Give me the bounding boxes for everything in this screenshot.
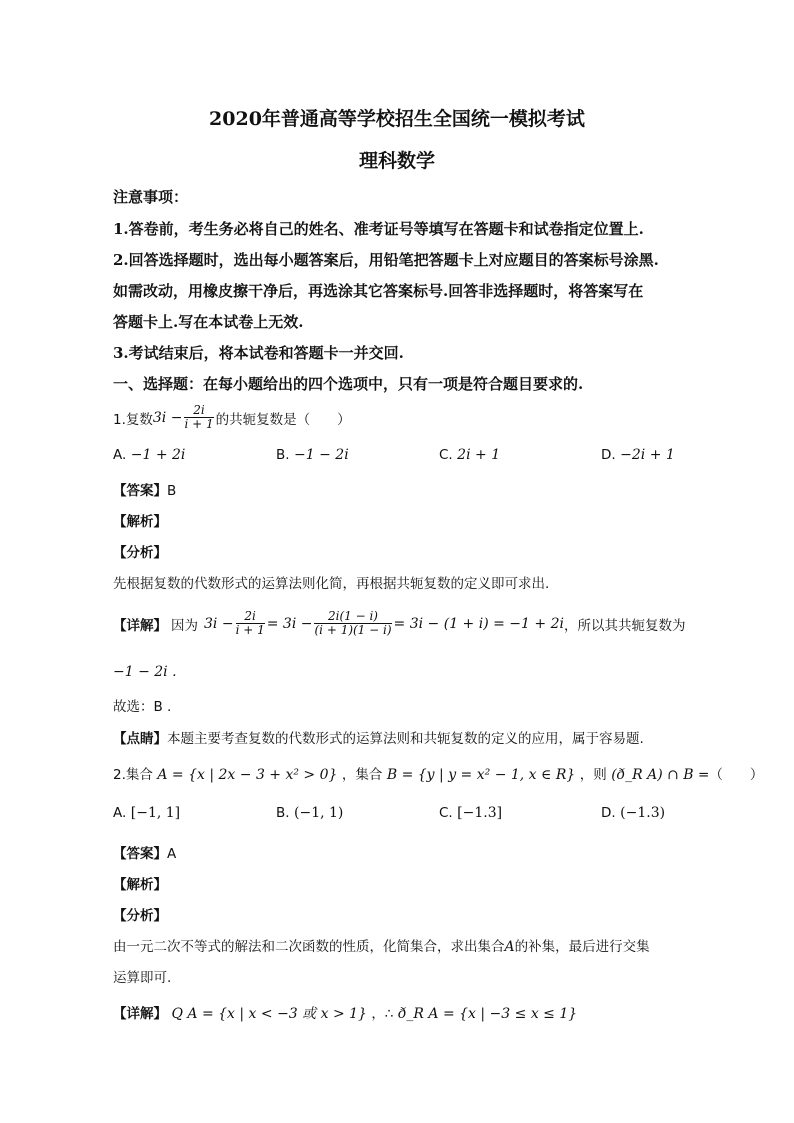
q2-answer-tag: 【答案】 <box>113 846 167 862</box>
q1-detail-frac2-num: 2i(1 − i) <box>328 609 378 623</box>
q1-fenxi-text: 先根据复数的代数形式的运算法则化简，再根据共轭复数的定义即可求出. <box>113 576 550 592</box>
q1-fraction-num: 2i <box>193 403 205 417</box>
q1-detail-frac1-num: 2i <box>244 609 256 623</box>
q1-answer-value: B <box>167 483 177 499</box>
q1-option-d-label: D. <box>601 447 616 463</box>
q2-option-c-value: [−1.3] <box>457 805 503 821</box>
q2-option-a-label: A. <box>113 805 127 821</box>
q2-fenxi-var: A <box>504 939 515 955</box>
q1-fraction-den: i + 1 <box>184 417 214 431</box>
q1-comment-text: 本题主要考查复数的代数形式的运算法则和共轭复数的定义的应用，属于容易题. <box>167 731 644 747</box>
q1-analysis-tag: 【解析】 <box>113 514 167 530</box>
exam-title: 2020年普通高等学校招生全国统一模拟考试 <box>209 108 585 130</box>
q2-detail-tag: 【详解】 <box>113 1006 167 1022</box>
q2-eq: =（ ） <box>698 767 764 783</box>
q2-expr: (ð_R A) ∩ B <box>611 767 694 783</box>
notes-item-2-line-1: 2.回答选择题时，选出每小题答案后，用铅笔把答题卡上对应题目的答案标号涂黑. <box>113 251 659 269</box>
q2-fenxi-tag: 【分析】 <box>113 908 167 924</box>
q2-option-b <box>276 805 343 821</box>
q1-option-b-label: B. <box>276 447 290 463</box>
q2-option-d <box>601 805 665 821</box>
q1-prefix: 1.复数 <box>113 411 153 428</box>
q2-option-c-label: C. <box>439 805 453 821</box>
q1-detail-frac2-den: (i + 1)(1 − i) <box>314 623 392 637</box>
q2-fenxi-line-1-a: 由一元二次不等式的解法和二次函数的性质，化简集合，求出集合 <box>113 939 505 955</box>
q2-option-b-value: (−1, 1) <box>294 805 344 821</box>
q1-detail-line-2: −1 − 2i . <box>113 664 177 680</box>
q1-comment-tag: 【点睛】 <box>113 731 167 747</box>
q1-detail-eq: = 3i − <box>266 615 313 632</box>
question-1-stem <box>113 404 351 431</box>
notes-item-2-line-3: 答题卡上.写在本试卷上无效. <box>113 313 304 331</box>
q2-option-b-label: B. <box>276 805 290 821</box>
q2-detail <box>113 1002 577 1023</box>
q1-detail-because: 因为 <box>171 617 198 634</box>
q1-answer-tag: 【答案】 <box>113 483 167 499</box>
q1-detail-tag: 【详解】 <box>113 617 167 634</box>
q1-option-b-value: −1 − 2i <box>294 447 349 463</box>
section-1-heading: 一、选择题：在每小题给出的四个选项中，只有一项是符合题目要求的. <box>113 375 584 393</box>
q1-option-d <box>601 447 675 463</box>
q2-detail-so: ，∴ <box>371 1006 394 1022</box>
q2-set-a: A = {x | 2x − 3 + x² > 0} <box>157 767 338 783</box>
notes-item-3: 3.考试结束后，将本试卷和答题卡一并交回. <box>113 344 404 362</box>
q2-analysis-tag: 【解析】 <box>113 877 167 893</box>
q2-detail-set-2: ð_R A = {x | −3 ≤ x ≤ 1} <box>397 1006 578 1022</box>
q1-detail <box>113 610 685 637</box>
q1-fraction <box>184 404 213 431</box>
q1-option-a-label: A. <box>113 447 127 463</box>
q2-fenxi-line-1 <box>113 935 650 955</box>
q1-detail-rest: = 3i − (1 + i) = −1 + 2i <box>393 615 564 632</box>
q1-option-d-value: −2i + 1 <box>620 447 675 463</box>
q1-answer <box>113 479 176 499</box>
q2-option-a-value: [−1, 1] <box>130 805 181 821</box>
q1-option-a <box>113 447 185 463</box>
q2-option-d-value: (−1.3) <box>620 805 666 821</box>
exam-subtitle: 理科数学 <box>358 150 435 172</box>
q2-prefix: 2.集合 <box>113 767 153 783</box>
q2-option-c <box>439 805 502 821</box>
q1-detail-frac2 <box>314 610 391 637</box>
q1-option-c-value: 2i + 1 <box>457 447 501 463</box>
q1-detail-frac1 <box>236 610 265 637</box>
q1-expr-pre: 3i − <box>152 409 183 426</box>
q2-fenxi-line-2: 运算即可. <box>113 970 172 986</box>
q2-answer <box>113 842 176 862</box>
notes-heading: 注意事项： <box>113 188 189 206</box>
q1-comment <box>113 727 644 747</box>
q2-mid: ，集合 <box>341 767 383 783</box>
q2-option-a <box>113 805 180 821</box>
q2-option-d-label: D. <box>601 805 616 821</box>
q1-suffix: 的共轭复数是（ ） <box>215 411 351 428</box>
q2-answer-value: A <box>167 846 177 862</box>
notes-item-2-line-2: 如需改动，用橡皮擦干净后，再选涂其它答案标号.回答非选择题时，将答案写在 <box>113 282 644 300</box>
q2-then: ，则 <box>579 767 607 783</box>
q2-detail-set-1: A = {x | x < −3 或 x > 1} <box>187 1006 367 1022</box>
q1-detail-expr1: 3i − <box>204 615 234 632</box>
q2-set-b: B = {y | y = x² − 1, x ∈ R} <box>386 767 576 783</box>
q1-detail-tail: ，所以其共轭复数为 <box>563 617 686 634</box>
notes-item-1: 1.答卷前，考生务必将自己的姓名、准考证号等填写在答题卡和试卷指定位置上. <box>113 220 644 238</box>
q1-choose: 故选：B . <box>113 699 172 715</box>
q2-detail-q: Q <box>171 1006 183 1022</box>
q1-option-c <box>439 447 500 463</box>
question-2-stem <box>113 763 763 783</box>
q1-option-b <box>276 447 349 463</box>
q1-option-c-label: C. <box>439 447 453 463</box>
q1-detail-frac1-den: i + 1 <box>235 623 265 637</box>
q1-fenxi-tag: 【分析】 <box>113 545 167 561</box>
q1-option-a-value: −1 + 2i <box>130 447 186 463</box>
q2-fenxi-line-1-b: 的补集，最后进行交集 <box>514 939 650 955</box>
